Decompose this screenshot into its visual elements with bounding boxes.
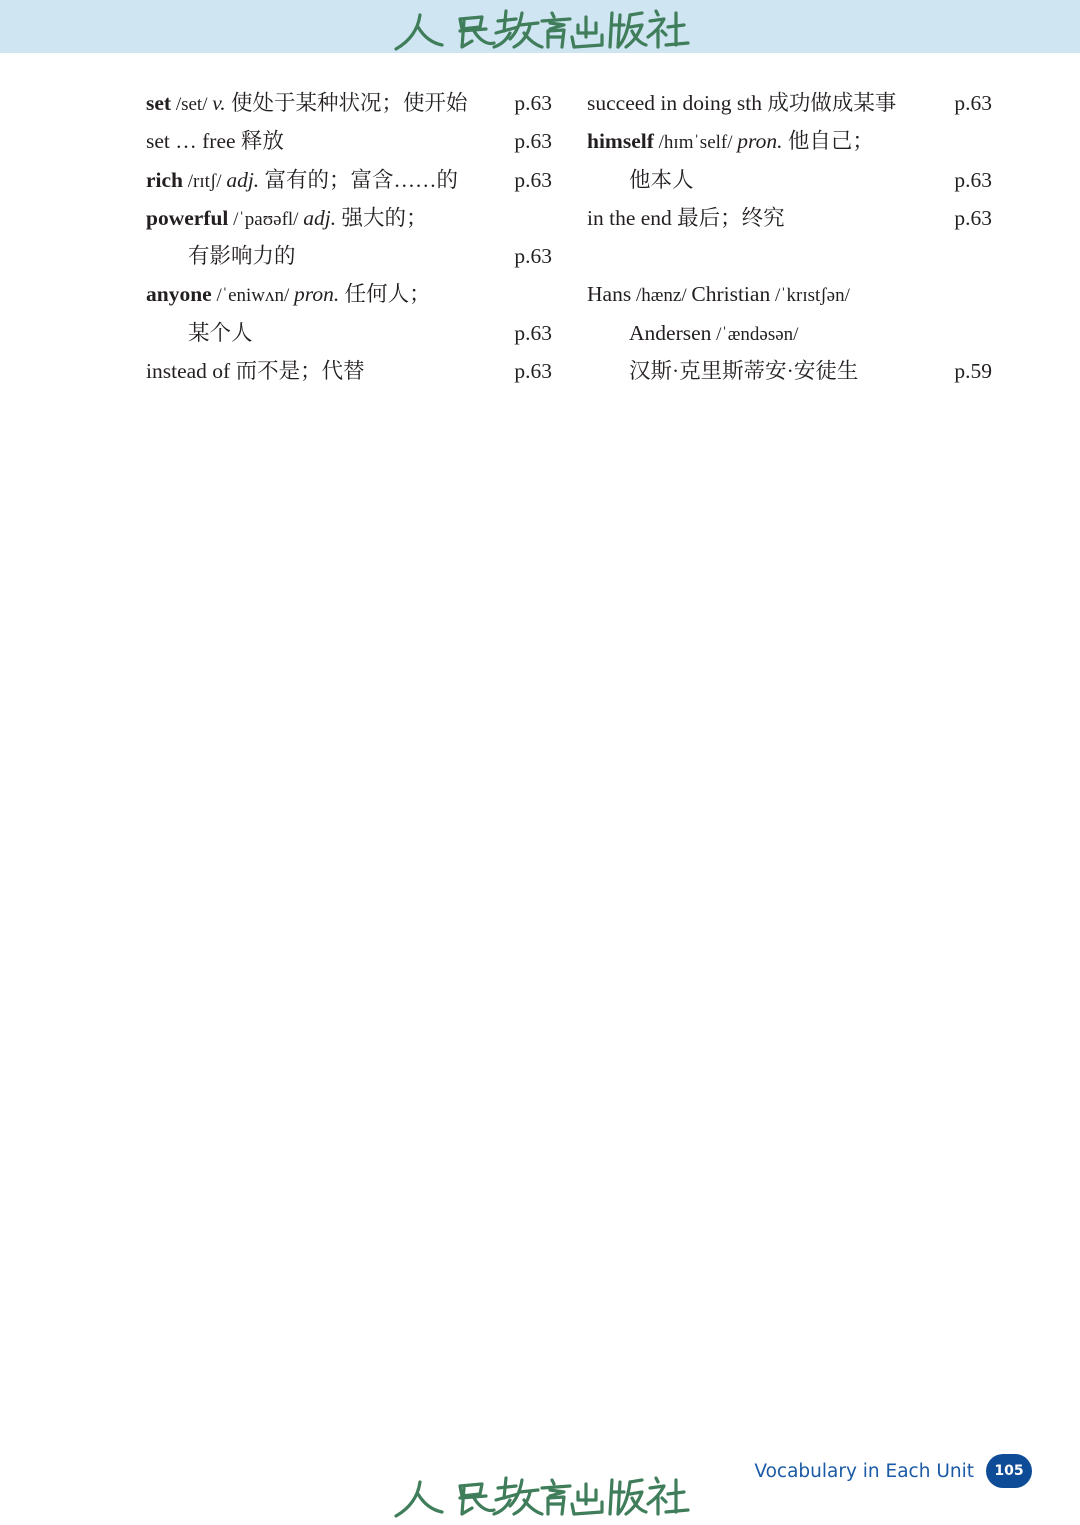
vocab-entry-line [146, 161, 552, 199]
phonetic: /hænz/ [631, 285, 692, 307]
page-reference: p.63 [514, 320, 552, 345]
chinese-gloss: 汉斯·克里斯蒂安·安徒生 [629, 359, 859, 384]
vocab-entry-line [587, 352, 992, 390]
page-reference: p.63 [514, 167, 552, 192]
vocab-entry-line [587, 275, 992, 313]
chinese-gloss: 强大的； [336, 205, 428, 230]
headword: set [146, 91, 172, 115]
headword: rich [146, 167, 184, 192]
vocab-entry-line [587, 161, 992, 199]
page-reference: p.63 [954, 205, 992, 230]
phonetic: /ˈpaʊəfl/ [228, 208, 304, 230]
chinese-gloss: 任何人； [339, 282, 431, 307]
page-reference: p.63 [514, 244, 552, 269]
vocab-entry-line [587, 314, 992, 352]
vocab-entry-line [587, 237, 992, 275]
headword: Hans [587, 282, 632, 307]
publisher-logo [390, 3, 690, 53]
phonetic: /set/ [171, 94, 213, 115]
page-reference: p.63 [954, 91, 992, 115]
page-reference: p.63 [514, 129, 552, 154]
chinese-gloss: 有影响力的 [188, 244, 296, 269]
chinese-gloss: 释放 [235, 129, 284, 154]
vocab-entry-line [146, 122, 552, 160]
page-reference: p.63 [954, 167, 992, 192]
chinese-gloss: 他自己； [782, 129, 874, 154]
part-of-speech: adj. [226, 167, 260, 192]
page-reference: p.63 [514, 359, 552, 384]
vocab-entry-line [146, 237, 552, 275]
headword: instead of [146, 359, 231, 384]
vocab-entry-line [146, 352, 552, 390]
vocab-column-left [146, 84, 552, 390]
headword: himself [587, 129, 654, 154]
vocab-entry-line [587, 122, 992, 160]
vocab-entry-line [587, 199, 992, 237]
phonetic: /hɪmˈself/ [653, 132, 738, 154]
chinese-gloss: 使处于某种状况；使开始 [225, 91, 468, 115]
page-reference: p.63 [514, 91, 552, 115]
phonetic: /rɪtʃ/ [183, 170, 227, 192]
vocab-entry-line [146, 314, 552, 352]
phonetic: /ˈændəsən/ [711, 323, 799, 345]
headword: set … free [146, 129, 236, 154]
headword: powerful [146, 205, 229, 230]
page-footer [754, 1454, 1032, 1488]
headword: anyone [146, 282, 212, 307]
chinese-gloss: 某个人 [188, 320, 253, 345]
headword: Christian [691, 282, 771, 307]
chinese-gloss: 最后；终究 [671, 205, 785, 230]
part-of-speech: pron. [294, 282, 340, 307]
footer-section-title: Vocabulary in Each Unit [754, 1460, 974, 1482]
publisher-logo-footer [390, 1470, 690, 1520]
chinese-gloss: 他本人 [629, 167, 694, 192]
phonetic: /ˈkrɪstʃən/ [770, 285, 850, 307]
chinese-gloss: 而不是；代替 [230, 359, 365, 384]
chinese-gloss: 富有的；富含……的 [259, 167, 459, 192]
part-of-speech: v. [212, 91, 226, 115]
vocab-entry-line [146, 275, 552, 313]
chinese-gloss: 成功做成某事 [761, 91, 897, 115]
headword: succeed in doing sth [587, 91, 762, 115]
vocab-entry-line [146, 199, 552, 237]
part-of-speech: pron. [737, 129, 783, 154]
page-number-badge: 105 [986, 1454, 1032, 1488]
part-of-speech: adj. [303, 205, 337, 230]
vocab-entry-line [146, 84, 552, 122]
page-reference: p.59 [954, 359, 992, 384]
vocab-column-right [587, 84, 992, 390]
phonetic: /ˈeniwʌn/ [211, 285, 295, 307]
vocab-entry-line [587, 84, 992, 122]
headword: Andersen [629, 320, 712, 345]
headword: in the end [587, 205, 672, 230]
